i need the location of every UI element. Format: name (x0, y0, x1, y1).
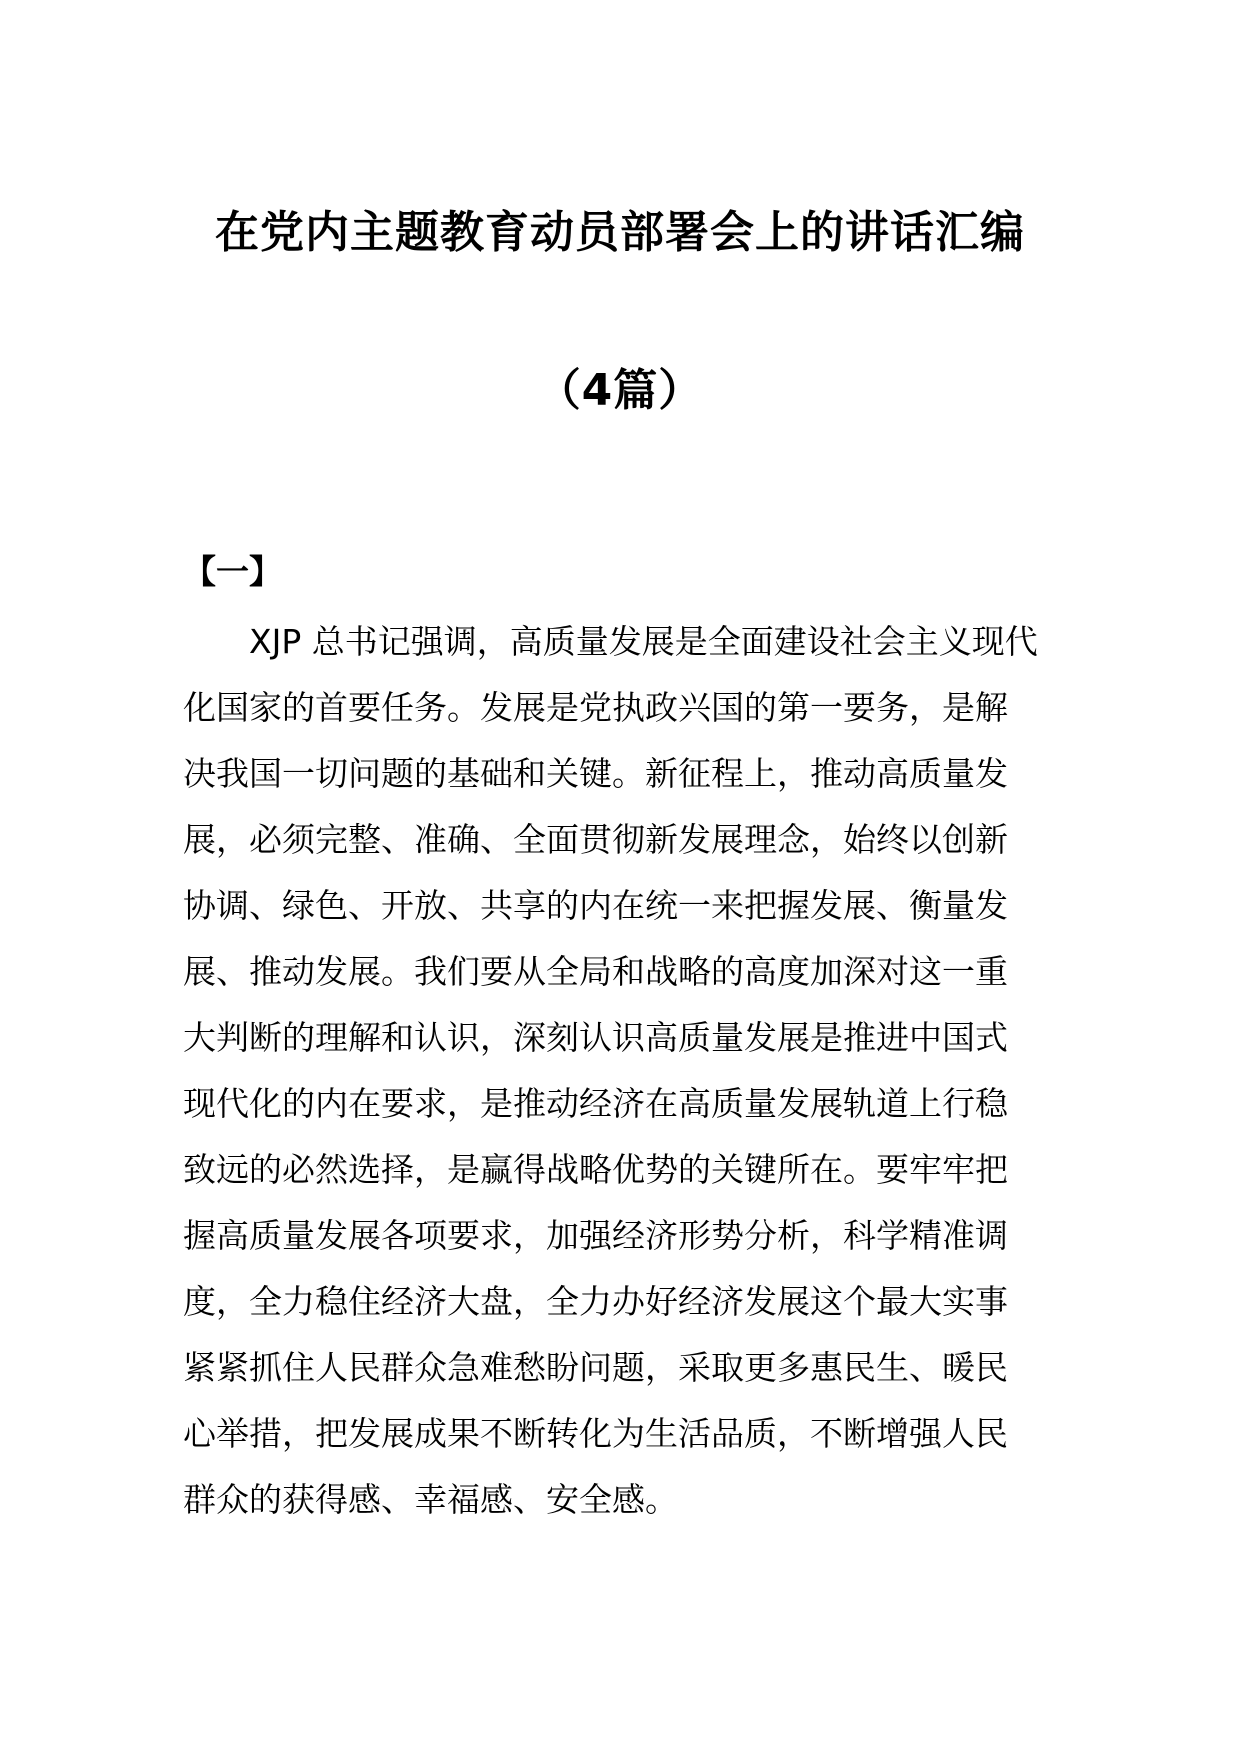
document-subtitle: （4篇） (536, 365, 704, 416)
body-line: 展，必须完整、准确、全面贯彻新发展理念，始终以创新 (183, 820, 1008, 859)
body-line: 致远的必然选择，是赢得战略优势的关键所在。要牢牢把 (183, 1150, 1008, 1189)
body-paragraph (183, 609, 1053, 1533)
document-title: 在党内主题教育动员部署会上的讲话汇编 (215, 207, 1025, 258)
body-line: 现代化的内在要求，是推动经济在高质量发展轨道上行稳 (183, 1084, 1008, 1123)
body-line: 紧紧抓住人民群众急难愁盼问题，采取更多惠民生、暖民 (183, 1348, 1008, 1387)
body-line: 化国家的首要任务。发展是党执政兴国的第一要务，是解 (183, 688, 1008, 727)
section-heading: 【一】 (183, 552, 282, 591)
body-line: 决我国一切问题的基础和关键。新征程上，推动高质量发 (183, 754, 1008, 793)
body-line: 群众的获得感、幸福感、安全感。 (183, 1480, 678, 1519)
body-line: 协调、绿色、开放、共享的内在统一来把握发展、衡量发 (183, 886, 1008, 925)
body-line: 心举措，把发展成果不断转化为生活品质，不断增强人民 (183, 1414, 1008, 1453)
body-line: 握高质量发展各项要求，加强经济形势分析，科学精准调 (183, 1216, 1008, 1255)
body-line: 展、推动发展。我们要从全局和战略的高度加深对这一重 (183, 952, 1008, 991)
body-line: 度，全力稳住经济大盘，全力办好经济发展这个最大实事 (183, 1282, 1008, 1321)
body-line: XJP 总书记强调，高质量发展是全面建设社会主义现代 (249, 622, 1038, 661)
body-line: 大判断的理解和认识，深刻认识高质量发展是推进中国式 (183, 1018, 1008, 1057)
